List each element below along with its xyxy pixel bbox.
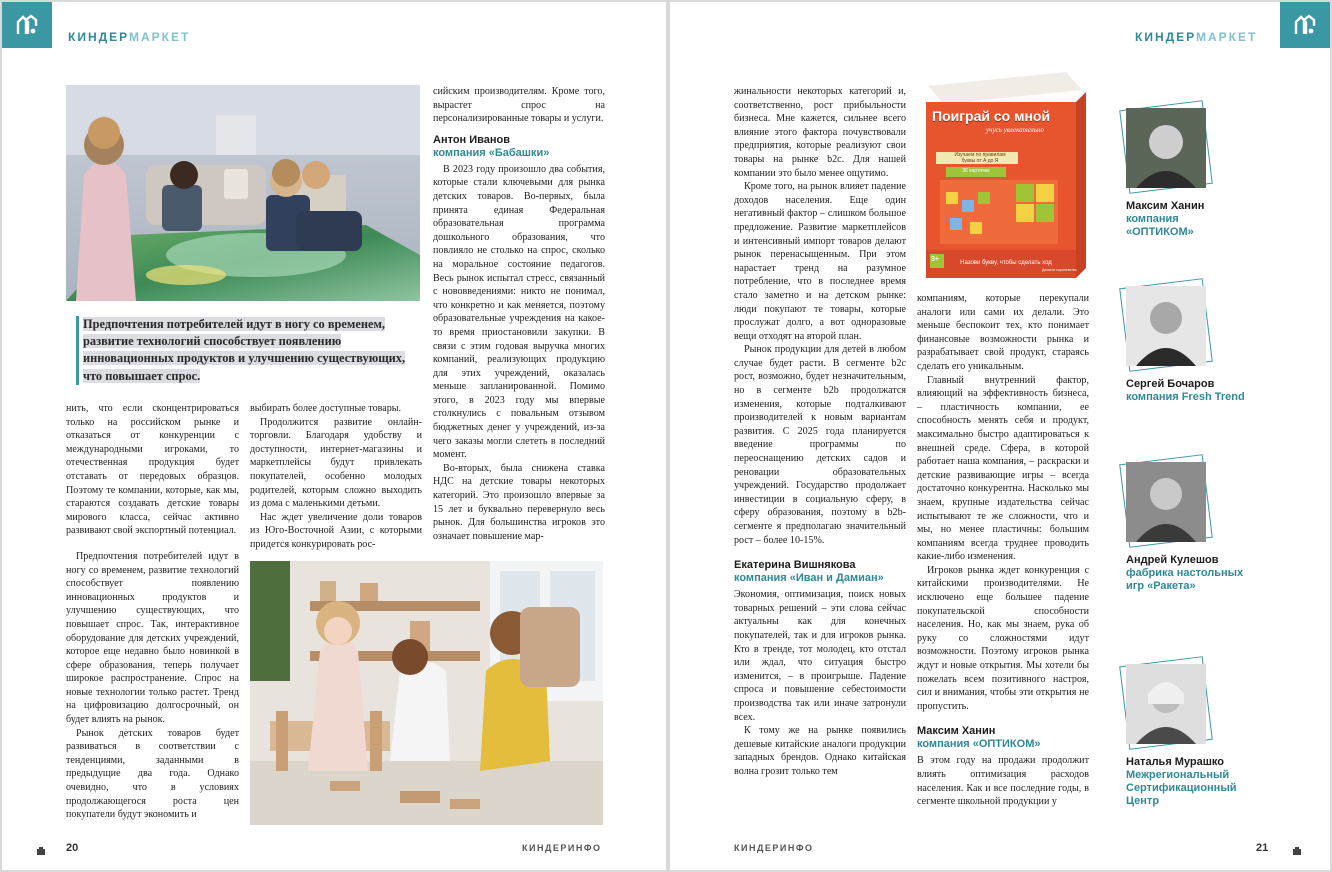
kinder-logo-icon (14, 12, 40, 38)
paragraph: сийским производителям. Кроме того, вырастет спрос на персонализированные товары и услуги. (433, 86, 605, 125)
expert-company: компания «Бабашки» (433, 146, 550, 159)
expert-card (1126, 108, 1246, 239)
pull-quote: Предпочтения потребителей идут в ногу со временем, развитие технологий способствует появлению инновационных продуктов и улучшению существующих, что повышает спрос. (76, 316, 416, 385)
product-age: 3+ (931, 256, 939, 263)
right-col-1 (734, 85, 906, 825)
expert-company: Межрегиональный Сертификационный Центр (1126, 769, 1237, 807)
paragraph: выбирать более доступные товары. (250, 403, 402, 414)
expert-name: Наталья Мурашко (1126, 756, 1225, 768)
left-col-2 (250, 402, 422, 556)
photo-interactive-floor (66, 85, 420, 301)
left-col-3 (433, 85, 605, 555)
product-line1: Изучаем по правилам (954, 152, 1006, 158)
expert-name: Сергей Бочаров (1126, 378, 1215, 390)
paragraph: Игроков рынка ждет конкуренция с китайскими производителями. Не исключено еще большее падение покупательской способности населения. Но, как мы знаем, рука об руку со сложностями идут возможности. Поэтому игроков рынка ждут и новые открытия. Мы хотели бы пожелать всем позитивного настроя, сил и внимания, чтобы эти открытия не пропустить. (917, 564, 1089, 712)
logo-badge (2, 2, 52, 48)
logo-badge (1280, 2, 1330, 48)
paragraph: Нас ждет увеличение доли товаров из Юго-Восточной Азии, с которыми придется конкурировать рос- (250, 511, 422, 550)
left-col-1 (66, 402, 239, 830)
expert-name: Антон Иванов (433, 133, 511, 146)
paragraph: Главный внутренний фактор, влияющий на эффективность бизнеса, – пластичность компании, ее способность менять себя и продукт, максимально быстро адаптироваться к внешней среде. Сфера, в которой работает наша компания, – раскраски и детские развивающие игры – всегда достаточно конкурентна. Насколько мы знаем, крупные издательства сейчас испытывают те же сложности, что и мы, но менее пластичны: большим компаниям всегда труднее проводить какие-либо изменения. (917, 374, 1089, 563)
kinder-logo-icon (1292, 12, 1318, 38)
footer-icon (36, 844, 46, 854)
product-line2: буквы от А до Я (961, 158, 999, 164)
footer-icon (1292, 844, 1302, 854)
product-box-image (916, 72, 1092, 280)
photo-kids-blocks (250, 561, 603, 825)
expert-photo (1126, 462, 1206, 542)
expert-card (1126, 664, 1246, 808)
product-count: 36 карточек (962, 168, 990, 174)
expert-company: компания «ОПТИКОМ» (917, 738, 1041, 751)
brand-header: КИНДЕРМАРКЕТ (68, 30, 191, 44)
footer-brand: КИНДЕРИНФО (734, 843, 814, 853)
paragraph: К тому же на рынке появились дешевые китайские аналоги продукции западных брендов. Однако китайская волна грозит только тем (734, 725, 906, 777)
paragraph: нить, что если сконцентрироваться только на российском рынке и отказаться от конкуренции с международными игроками, то отечественная продукция будет отставать от передовых образцов. Поэтому те компании, которые, как мы, стараются создавать детские товары мирового класса, сейчас активно развивают свой экспортный потенциал. (66, 403, 239, 537)
expert-company: компания Fresh Trend (1126, 391, 1245, 403)
expert-photo (1126, 286, 1206, 366)
page-number: 20 (66, 842, 79, 854)
expert-name: Екатерина Вишнякова (734, 559, 856, 572)
expert-photo (1126, 664, 1206, 744)
paragraph: Предпочтения потребителей идут в ногу со временем, развитие технологий способствует появлению инновационных продуктов и улучшению существующих, что повышает спрос. Так, интерактивное оборудование для детских учреждений, которое еще недавно было новинкой в сфере образования, теперь получает широкое распространение. Спрос на новые технологии только растет. Тренд на цифровизацию долгосрочный, он будет влиять на рынок. (66, 550, 239, 726)
expert-photo (1126, 108, 1206, 188)
right-col-2 (917, 292, 1089, 825)
product-bottom: Назови букву, чтобы сделать ход (960, 260, 1052, 266)
page-number: 21 (1256, 842, 1269, 854)
paragraph: жинальности некоторых категорий и, соответственно, рост прибыльности бизнеса. Мне кажется, сильнее всего влияние этого фактора почувствовали предприятия, которые реализуют свои товары на рынке b2c. Для нашей компании это было менее ощутимо. (734, 86, 906, 179)
footer-brand: КИНДЕРИНФО (522, 843, 602, 853)
expert-card (1126, 462, 1246, 593)
product-title: Поиграй со мной (932, 108, 1051, 124)
paragraph: компаниям, которые перекупали аналоги или сами их делали. Это меньше беспокоит тех, кто понимает финансовые возможности рынка и разрабатывает свой продукт, стараясь сделать его уникальным. (917, 293, 1089, 372)
expert-name: Максим Ханин (917, 725, 996, 738)
paragraph: В 2023 году произошло два события, которые стали ключевыми для рынка детских товаров. Во-первых, была принята единая Федеральная образовательная программа дошкольного образования, что повлияло не столько на спрос, сколько на моральное состояние педагогов. Весь рынок испытал стресс, связанный с нововведениями: никто не понимал, что конкретно и как меняется, поэтому образовательные учреждения на какое-то время приостановили закупки. В связи с этим годовая выручка многих компаний, реализующих продукцию для этих учреждений, оказалась меньше запланированной. Помимо этого, в 2023 году мы впервые столкнулись с повальным отзывом бюджетных денег у учреждений, из-за чего заказы могли слететь в последний момент. (433, 163, 605, 461)
right-page (670, 2, 1330, 870)
paragraph: Экономия, оптимизация, поиск новых товарных решений – эти слова сейчас актуальны как для конечных покупателей, так и для игроков рынка. Кто в тренде, тот молодец, кто отстал или ждал, что ситуация быстро изменится, – в проигрыше. Падение спроса и повышение себестоимости производства так или иначе затронули всех. (734, 589, 906, 723)
expert-name: Андрей Кулешов (1126, 554, 1219, 566)
brand-header: КИНДЕРМАРКЕТ (1135, 30, 1258, 44)
paragraph: Кроме того, на рынок влияет падение доходов населения. Еще один негативный фактор – слишком большое предложение. Развитие маркетплейсов и интенсивный импорт товаров делают рынок перенасыщенным. При этом нарастает тренд на разумное потребление, что в последнее время стало заметно и на детском рынке: люди покупают те товары, которые прослужат долго, а вот одноразовые вещи отходят на второй план. (734, 181, 906, 342)
paragraph: Рынок детских товаров будет развиваться в соответствии с тенденциями, заданными в предыдущие два года. Однако очевидно, что в условиях продолжающегося роста цен покупатели будут экономить и (66, 727, 239, 821)
paragraph: Продолжится развитие онлайн-торговли. Благодаря удобству и доступности, интернет-магазины и маркетплейсы будут привлекать покупателей, особенно молодых родителей, которым сложно выходить из дома с маленькими детьми. (250, 416, 422, 510)
paragraph: В этом году на продажи продолжит влиять оптимизация расходов населения. Как и все последние годы, в сегменте школьной продукции у (917, 755, 1089, 808)
paragraph: Рынок продукции для детей в любом случае будет расти. В сегменте b2c рост, возможно, будет незначительным, но в сегменте b2b продолжатся изменения, которые подталкивают производителей к новым вариантам развития. С 2025 года планируется введение программы по переоснащению детских садов и реновации образовательных учреждений. Государство продолжает инвестиции в социальную сферу, в сферу образования, поэтому в b2b-сегменте я предполагаю значительный рост – более 10-15%. (734, 344, 906, 546)
expert-company: компания «Иван и Дамиан» (734, 572, 884, 585)
left-page (2, 2, 666, 870)
expert-company: компания «ОПТИКОМ» (1126, 213, 1194, 238)
expert-name: Максим Ханин (1126, 200, 1205, 212)
expert-card (1126, 286, 1246, 404)
product-logo: Десятое королевство (1042, 268, 1077, 272)
product-subtitle: учусь увлекательно (986, 126, 1044, 134)
expert-company: фабрика настольных игр «Ракета» (1126, 567, 1244, 592)
paragraph: Во-вторых, была снижена ставка НДС на детские товары некоторых категорий. Это произошло впервые за 15 лет и буквально перевернуло весь рынок. Для большинства игроков это означает повышение мар- (433, 462, 605, 542)
